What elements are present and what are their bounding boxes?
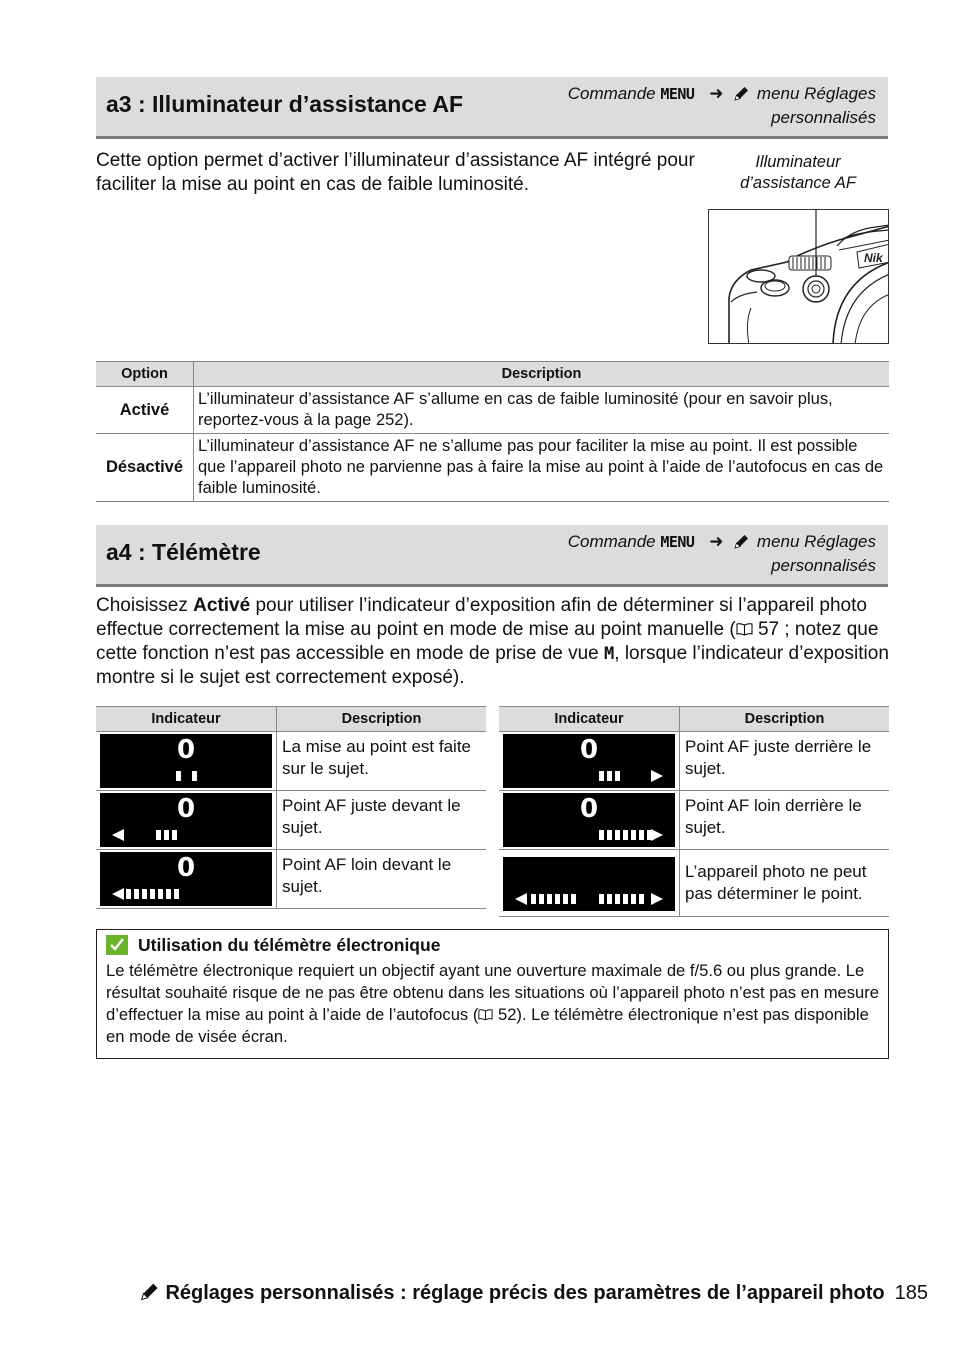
note-text — [106, 960, 881, 1048]
header-indicator: Indicateur — [499, 707, 680, 732]
caption-line-2: d’assistance AF — [740, 174, 856, 192]
pencil-icon — [138, 1281, 160, 1301]
path-command: Commande — [567, 532, 656, 551]
figure-caption — [722, 152, 874, 194]
lcd-zero: 0 — [579, 735, 599, 765]
indicator-table-right — [499, 706, 889, 917]
camera-illustration — [708, 209, 889, 344]
lcd-indicator-far-behind — [503, 793, 675, 847]
indicator-description: La mise au point est faite sur le sujet. — [277, 732, 487, 791]
lcd-indicator-slightly-behind — [503, 734, 675, 788]
section-header-a3 — [96, 77, 888, 139]
header-option: Option — [96, 362, 194, 387]
page-number: 185 — [894, 1282, 928, 1304]
arrow-icon: ➜ — [709, 84, 724, 103]
note-text-part: 52). Le télémètre électronique n’est pas disponible en mode de visée écran. — [106, 1005, 869, 1046]
checkmark-note-icon — [106, 935, 128, 955]
table-row — [499, 732, 889, 791]
section-title: a4 : Télémètre — [106, 539, 261, 565]
note-text-part: Le télémètre électronique requiert un objectif ayant une ouverture maximale de f/5.6 ou plus grande. Le résultat souhaité risque de ne pas être obtenu dans les situations où l’appareil photo n’est pas en mesure d’effectuer la mise au point à l’aide de l’autofocus ( — [106, 961, 880, 1024]
a4-intro-text — [96, 594, 896, 690]
lcd-zero: 0 — [176, 735, 196, 765]
focus-bars-icon — [503, 793, 675, 847]
path-menu-name-2: personnalisés — [771, 108, 876, 127]
section-title: a3 : Illuminateur d’assistance AF — [106, 91, 464, 117]
indicator-table-left — [96, 706, 486, 909]
a3-intro-text: Cette option permet d’activer l’illuminateur d’assistance AF intégré pour faciliter la mise au point en cas de faible luminosité. — [96, 150, 695, 195]
table-row — [96, 791, 486, 850]
indicator-description: L’appareil photo ne peut pas déterminer le point. — [680, 850, 890, 917]
option-name: Désactivé — [96, 434, 194, 502]
path-command: Commande — [567, 84, 656, 103]
lcd-indicator-in-focus — [100, 734, 272, 788]
table-row — [96, 850, 486, 909]
focus-bars-icon — [100, 852, 272, 906]
camera-drawing — [709, 210, 889, 344]
page-footer — [138, 1281, 928, 1305]
table-row — [499, 850, 889, 917]
lcd-zero: 0 — [579, 794, 599, 824]
intro-part: pour utiliser l’indicateur d’exposition afin de déterminer si l’appareil photo effectue correctement la mise au point en mode de mise au point manuelle ( — [96, 595, 867, 640]
book-icon — [736, 622, 753, 636]
indicator-description: Point AF loin devant le sujet. — [277, 850, 487, 909]
menu-button-label: MENU — [660, 533, 695, 551]
focus-bars-icon — [100, 734, 272, 788]
lcd-zero: 0 — [176, 794, 196, 824]
pencil-icon — [732, 533, 750, 549]
path-menu-name: menu Réglages — [756, 532, 876, 551]
camera-logo-text: Nik — [864, 251, 883, 265]
intro-part: 57 ; notez que cette fonction n’est pas accessible en mode de prise de vue — [96, 619, 879, 664]
menu-button-label: MENU — [660, 85, 695, 103]
intro-part: Choisissez — [96, 595, 194, 616]
header-indicator: Indicateur — [96, 707, 277, 732]
header-description: Description — [277, 707, 487, 732]
menu-path — [568, 82, 876, 129]
header-description: Description — [680, 707, 890, 732]
header-description: Description — [194, 362, 890, 387]
arrow-icon: ➜ — [709, 532, 724, 551]
note-box — [96, 929, 889, 1059]
indicator-description: Point AF juste devant le sujet. — [277, 791, 487, 850]
option-description: L’illuminateur d’assistance AF s’allume en cas de faible luminosité (pour en savoir plus, reportez-vous à la page 252). — [194, 387, 890, 434]
menu-path — [568, 530, 876, 577]
intro-part: , lorsque l’indicateur d’exposition montre si le sujet est correctement exposé). — [96, 643, 889, 688]
option-description: L’illuminateur d’assistance AF ne s’allume pas pour faciliter la mise au point. Il est possible que l’appareil photo ne parvienne pas à faire la mise au point à l’aide de l’autofocus en cas de faible luminosité. — [194, 434, 890, 502]
caption-line-1: Illuminateur — [755, 153, 841, 171]
mode-letter: M — [604, 644, 615, 664]
table-row — [96, 434, 889, 502]
table-row — [96, 732, 486, 791]
indicator-description: Point AF loin derrière le sujet. — [680, 791, 890, 850]
option-name: Activé — [96, 387, 194, 434]
lcd-indicator-undetermined — [503, 857, 675, 911]
table-row — [96, 387, 889, 434]
focus-bars-icon — [503, 734, 675, 788]
pencil-icon — [732, 85, 750, 101]
option-table — [96, 361, 889, 502]
book-icon — [478, 1008, 493, 1021]
lcd-indicator-slightly-front — [100, 793, 272, 847]
lcd-zero: 0 — [176, 853, 196, 883]
focus-bars-icon — [100, 793, 272, 847]
section-header-a4 — [96, 525, 888, 587]
indicator-description: Point AF juste derrière le sujet. — [680, 732, 890, 791]
intro-bold-option: Activé — [193, 595, 251, 616]
focus-bars-icon — [503, 857, 675, 911]
footer-chapter-title: Réglages personnalisés : réglage précis des paramètres de l’appareil photo — [165, 1282, 885, 1304]
table-row — [499, 791, 889, 850]
path-menu-name-2: personnalisés — [771, 556, 876, 575]
note-title: Utilisation du télémètre électronique — [138, 935, 441, 955]
lcd-indicator-far-front — [100, 852, 272, 906]
path-menu-name: menu Réglages — [756, 84, 876, 103]
